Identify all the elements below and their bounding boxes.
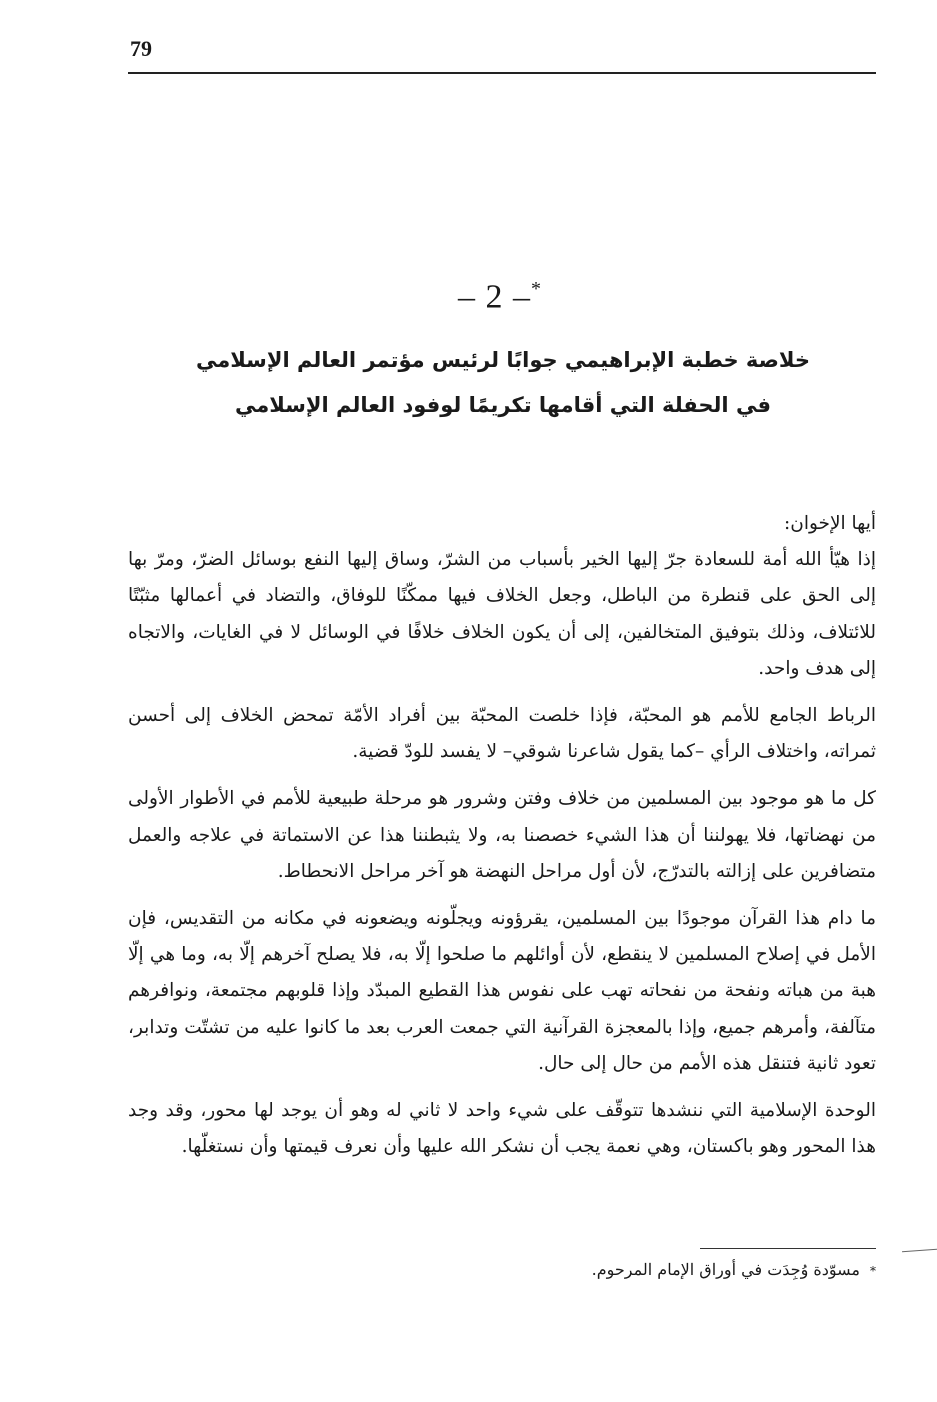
body-text: [128, 506, 876, 1176]
page-number: 79: [130, 36, 152, 61]
footnote-rule: [700, 1248, 876, 1249]
paragraph-3: كل ما هو موجود بين المسلمين من خلاف وفتن وشرور هو مرحلة طبيعية للأمم في الأطوار الأولى من نهضاتها، فلا يهولننا أن هذا الشيء خصصنا به، ولا يثبطننا هذا عن الاستماتة في علاجه والعمل متضافرين على إزالته بالتدرّج، لأن أول مراحل النهضة هو آخر مراحل الانحطاط.: [128, 788, 876, 882]
chapter-dash-left: –: [458, 278, 476, 316]
margin-mark: [902, 1249, 937, 1252]
chapter-heading: [0, 278, 937, 316]
chapter-number: 2: [485, 278, 504, 316]
header-rule: [128, 72, 876, 74]
title-line-1: خلاصة خطبة الإبراهيمي جوابًا لرئيس مؤتمر العالم الإسلامي: [195, 348, 811, 372]
salutation: أيها الإخوان:: [784, 513, 876, 534]
chapter-footnote-marker: *: [531, 278, 542, 300]
paragraph-4: ما دام هذا القرآن موجودًا بين المسلمين، يقرؤونه ويجلّونه ويضعونه في مكانه من التقديس، فإن الأمل في إصلاح المسلمين لا ينقطع، لأن أوائلهم ما صلحوا إلّا به، فلا يصلح آخرهم إلّا به، وما هي إلّا هبة من هباته ونفحة من نفحاته تهب على نفوس هذا القطيع المبدّد وإذا قلوبهم مجتمعة، ونوافرهم متآلفة، وأمرهم جميع، وإذا بالمعجزة القرآنية التي جمعت العرب بعد ما كانوا عليه من تشتّت وتدابر، تعود ثانية فتنقل هذه الأمم من حال إلى حال.: [128, 908, 876, 1074]
title-line-2: في الحفلة التي أقامها تكريمًا لوفود العالم الإسلامي: [235, 393, 771, 417]
footnote-marker: *: [870, 1264, 876, 1278]
footnote: [128, 1256, 876, 1285]
paragraph-5: الوحدة الإسلامية التي ننشدها تتوقّف على شيء واحد لا ثاني له وهو أن يوجد لها محور، وقد وجد هذا المحور وهو باكستان، وهي نعمة يجب أن نشكر الله عليها وأن نعرف قيمتها وأن نستغلّها.: [128, 1100, 876, 1158]
footnote-text: مسوّدة وُجِدَت في أوراق الإمام المرحوم.: [591, 1260, 860, 1279]
paragraph-2: الرباط الجامع للأمم هو المحبّة، فإذا خلصت المحبّة بين أفراد الأمّة تمحض الخلاف إلى أحسن ثمراته، واختلاف الرأي –كما يقول شاعرنا شوقي– لا يفسد للودّ قضية.: [128, 705, 876, 763]
chapter-dash-right: –: [513, 278, 531, 316]
paragraph-1: إذا هيّأ الله أمة للسعادة جرّ إليها الخير بأسباب من الشرّ، وساق إليها النفع بوسائل الضرّ، ومرّ بها إلى الحق على قنطرة من الباطل، وجعل الخلاف فيها ممكّنًا للوفاق، والتضاد في أعمالها مثبّتًا للائتلاف، وذلك بتوفيق المتخالفين، إلى أن يكون الخلاف خلافًا في الوسائل لا في الغايات، والاتجاه إلى هدف واحد.: [128, 549, 876, 679]
